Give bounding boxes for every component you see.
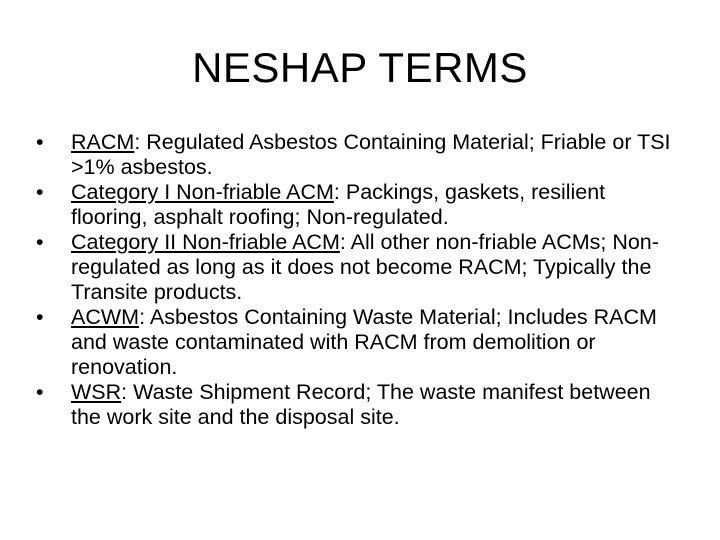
bullet-icon: •: [36, 180, 44, 204]
term-category-i: Category I Non-friable ACM: [71, 180, 334, 204]
term-acwm: ACWM: [71, 305, 140, 329]
bullet-list: [36, 130, 686, 430]
term-separator: :: [139, 305, 146, 329]
list-item-wsr: [36, 380, 686, 430]
bullet-icon: •: [36, 130, 44, 154]
list-item-racm: [36, 130, 686, 180]
term-separator: :: [339, 230, 346, 254]
bullet-icon: •: [36, 380, 44, 404]
definition-wsr: Waste Shipment Record; The waste manifest between the work site and the disposal site.: [71, 380, 651, 429]
definition-racm: Regulated Asbestos Containing Material; Friable or TSI >1% asbestos.: [71, 130, 671, 179]
bullet-icon: •: [36, 230, 44, 254]
bullet-icon: •: [36, 305, 44, 329]
slide-title: NESHAP TERMS: [192, 44, 528, 91]
list-item-category-i: [36, 180, 686, 230]
term-separator: :: [333, 180, 340, 204]
term-category-ii: Category II Non-friable ACM: [71, 230, 340, 254]
list-item-acwm: [36, 305, 686, 380]
term-racm: RACM: [71, 130, 135, 154]
term-separator: :: [134, 130, 141, 154]
definition-category-ii: All other non-friable ACMs; Non-regulated as long as it does not become RACM; Typically the Transite products.: [71, 230, 659, 304]
definition-category-i: Packings, gaskets, resilient flooring, asphalt roofing; Non-regulated.: [71, 180, 606, 229]
term-separator: :: [121, 380, 128, 404]
definition-acwm: Asbestos Containing Waste Material; Includes RACM and waste contaminated with RACM from demolition or renovation.: [71, 305, 657, 379]
term-wsr: WSR: [71, 380, 122, 404]
list-item-category-ii: [36, 230, 686, 305]
